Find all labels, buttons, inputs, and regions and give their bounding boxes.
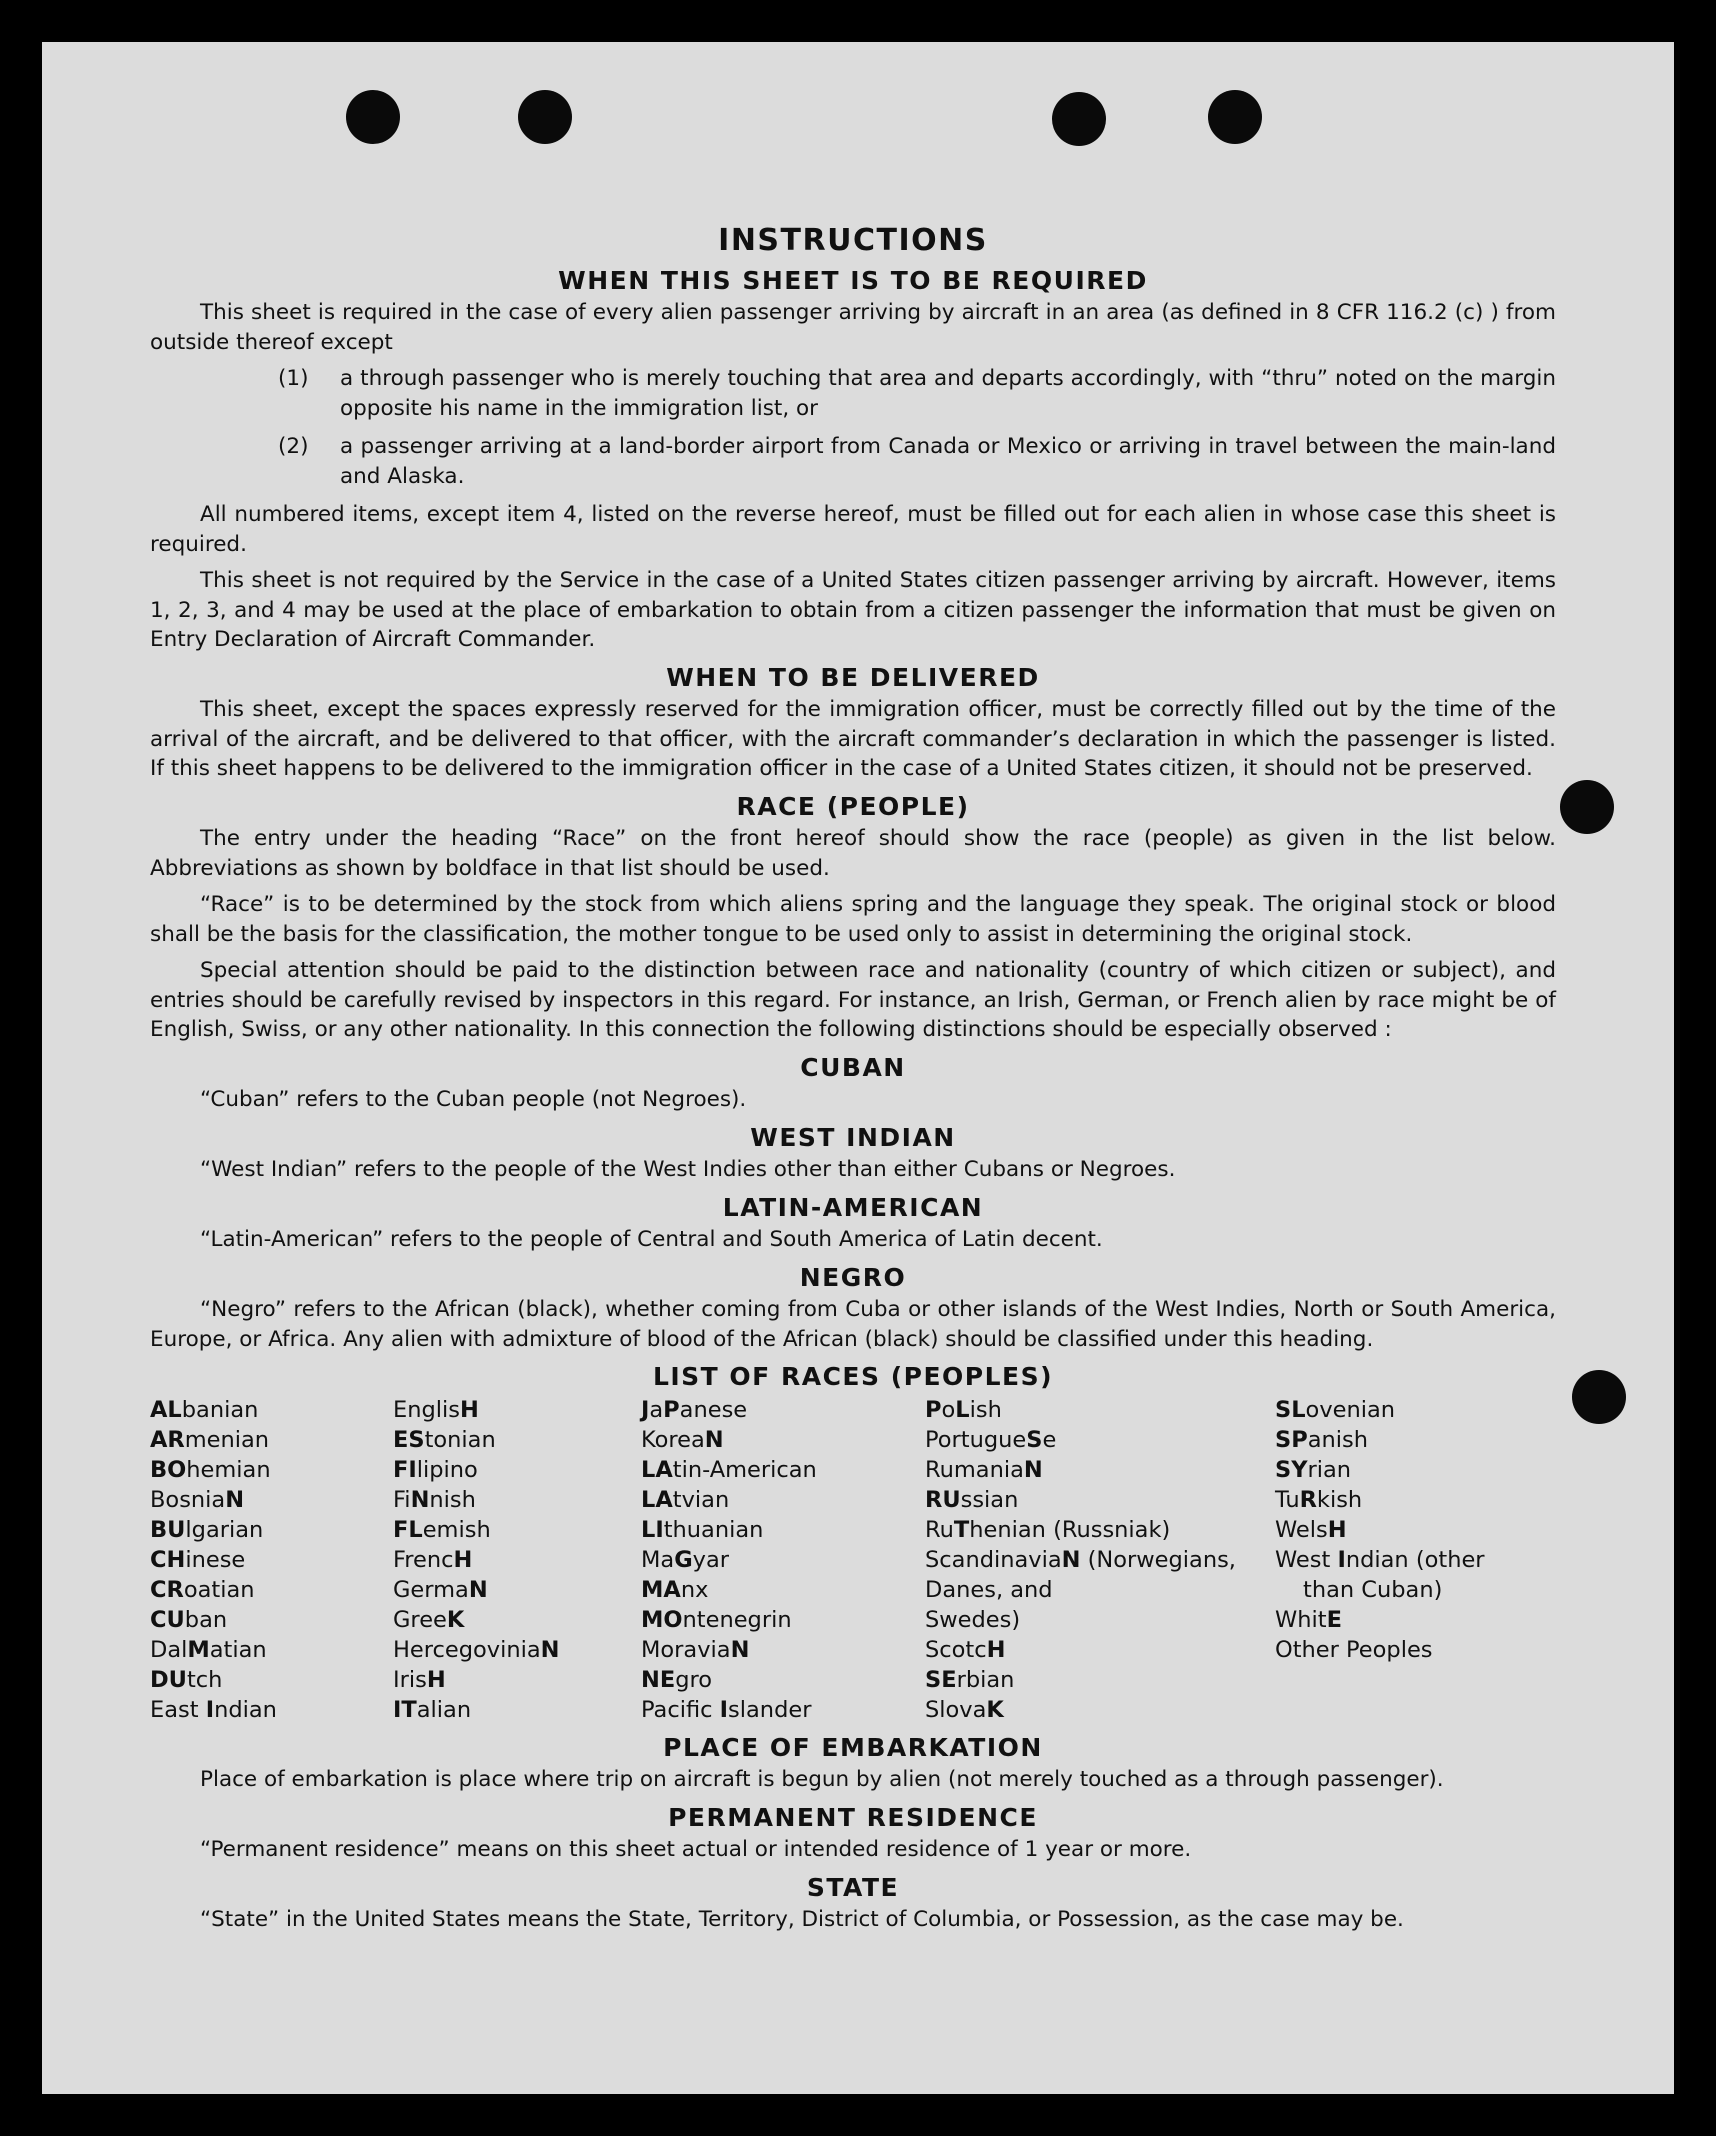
exception-text: a through passenger who is merely touching that area and departs accordingly, with “thru” noted on the margin opposite his name in the immigration list, or: [340, 366, 1556, 421]
required-intro: This sheet is required in the case of every alien passenger arriving by aircraft in an area (as defined in 8 CFR 116.2 (c) ) from outside thereof except: [150, 300, 1556, 355]
race-entry: RuThenian (Russniak): [925, 1516, 1171, 1543]
race-entry: DalMatian: [150, 1636, 267, 1663]
embarkation-definition: Place of embarkation is place where trip on aircraft is begun by alien (not merely touched as a through passenger).: [200, 1767, 1444, 1792]
section-heading-embarkation: PLACE OF EMBARKATION: [663, 1732, 1043, 1762]
residence-definition: “Permanent residence” means on this sheet actual or intended residence of 1 year or more.: [200, 1837, 1192, 1862]
race-entry: Swedes): [925, 1606, 1021, 1633]
numbered-items-note: All numbered items, except item 4, listed on the reverse hereof, must be filled out for each alien in whose case this sheet is required.: [150, 502, 1556, 557]
citizen-note: This sheet is not required by the Service in the case of a United States citizen passenger arriving by aircraft. However, items 1, 2, 3, and 4 may be used at the place of embarkation to obtain from a citizen passenger the information that must be given on Entry Declaration of Aircraft Commander.: [150, 568, 1556, 652]
race-entry: BosniaN: [150, 1486, 245, 1513]
section-heading-when-delivered: WHEN TO BE DELIVERED: [666, 662, 1040, 692]
race-entry: Danes, and: [925, 1576, 1053, 1603]
race-column: [925, 1395, 1275, 1725]
race-entry: MOntenegrin: [641, 1606, 792, 1633]
race-entry: Other Peoples: [1275, 1636, 1433, 1663]
race-entry: LAtvian: [641, 1486, 730, 1513]
race-entry: SLovenian: [1275, 1396, 1396, 1423]
race-entry: KoreaN: [641, 1426, 724, 1453]
page-title: INSTRUCTIONS: [718, 223, 988, 258]
race-entry: RumaniaN: [925, 1456, 1043, 1483]
race-paragraph-2: “Race” is to be determined by the stock from which aliens spring and the language they speak. The original stock or blood shall be the basis for the classification, the mother tongue to be used only to assist in determining the original stock.: [150, 892, 1556, 947]
race-entry: MaGyar: [641, 1546, 730, 1573]
race-entry: CHinese: [150, 1546, 246, 1573]
race-column: [393, 1395, 641, 1725]
punch-hole: [1572, 1370, 1626, 1424]
section-heading-latin-american: LATIN-AMERICAN: [722, 1192, 984, 1222]
race-entry: MoraviaN: [641, 1636, 750, 1663]
race-entry: EStonian: [393, 1426, 496, 1453]
race-entry: Pacific Islander: [641, 1696, 812, 1723]
race-entry: DUtch: [150, 1666, 223, 1693]
race-entry: ScotcH: [925, 1636, 1006, 1663]
race-entry: FiNnish: [393, 1486, 476, 1513]
exception-item: [278, 364, 1556, 423]
race-entry: FIlipino: [393, 1456, 478, 1483]
race-entry: than Cuban): [1303, 1576, 1443, 1603]
punch-hole: [1560, 780, 1614, 834]
race-entry: PortugueSe: [925, 1426, 1057, 1453]
race-entry: NEgro: [641, 1666, 713, 1693]
race-entry: East Indian: [150, 1696, 277, 1723]
race-entry: PoLish: [925, 1396, 1002, 1423]
section-heading-cuban: CUBAN: [800, 1052, 906, 1082]
race-entry: West Indian (other: [1275, 1546, 1485, 1573]
cuban-definition: “Cuban” refers to the Cuban people (not Negroes).: [200, 1087, 747, 1112]
exception-number: (1): [278, 366, 309, 391]
section-heading-race: RACE (PEOPLE): [736, 791, 970, 821]
state-definition: “State” in the United States means the State, Territory, District of Columbia, or Possession, as the case may be.: [200, 1907, 1404, 1932]
delivery-paragraph: This sheet, except the spaces expressly reserved for the immigration officer, must be correctly filled out by the time of the arrival of the aircraft, and be delivered to that officer, with the aircraft commander’s declaration in which the passenger is listed. If this sheet happens to be delivered to the immigration officer in the case of a United States citizen, it should not be preserved.: [150, 697, 1556, 781]
race-entry: ALbanian: [150, 1396, 259, 1423]
race-list: [150, 1395, 1556, 1725]
race-entry: LAtin-American: [641, 1456, 817, 1483]
race-entry: RUssian: [925, 1486, 1019, 1513]
latin-american-definition: “Latin-American” refers to the people of Central and South America of Latin decent.: [200, 1227, 1103, 1252]
race-column: [1275, 1395, 1556, 1725]
race-entry: TuRkish: [1275, 1486, 1363, 1513]
race-entry: SlovaK: [925, 1696, 1004, 1723]
exception-number: (2): [278, 434, 309, 459]
punch-hole: [518, 90, 572, 144]
race-entry: GermaN: [393, 1576, 488, 1603]
race-entry: SErbian: [925, 1666, 1015, 1693]
race-entry: SYrian: [1275, 1456, 1352, 1483]
race-column: [150, 1395, 393, 1725]
race-entry: GreeK: [393, 1606, 465, 1633]
race-entry: WelsH: [1275, 1516, 1347, 1543]
section-heading-negro: NEGRO: [799, 1262, 907, 1292]
section-heading-when-required: WHEN THIS SHEET IS TO BE REQUIRED: [558, 265, 1148, 295]
race-entry: BOhemian: [150, 1456, 271, 1483]
race-entry: SPanish: [1275, 1426, 1368, 1453]
race-entry: ITalian: [393, 1696, 472, 1723]
race-entry: JaPanese: [641, 1396, 748, 1423]
race-paragraph-1: The entry under the heading “Race” on the front hereof should show the race (people) as given in the list below. Abbreviations as shown by boldface in that list should be used.: [150, 826, 1556, 881]
west-indian-definition: “West Indian” refers to the people of the West Indies other than either Cubans or Negroes.: [200, 1157, 1176, 1182]
race-entry: MAnx: [641, 1576, 709, 1603]
race-entry: CRoatian: [150, 1576, 255, 1603]
race-paragraph-3: Special attention should be paid to the distinction between race and nationality (country of which citizen or subject), and entries should be carefully revised by inspectors in this regard. For instance, an Irish, German, or French alien by race might be of English, Swiss, or any other nationality. In this connection the following distinctions should be especially observed :: [150, 958, 1556, 1042]
race-list-heading: LIST OF RACES (PEOPLES): [652, 1362, 1054, 1391]
exception-text: a passenger arriving at a land-border airport from Canada or Mexico or arriving in travel between the main-land and Alaska.: [340, 434, 1556, 489]
race-entry: IrisH: [393, 1666, 446, 1693]
section-heading-residence: PERMANENT RESIDENCE: [668, 1802, 1038, 1832]
race-entry: FrencH: [393, 1546, 473, 1573]
race-entry: ARmenian: [150, 1426, 270, 1453]
race-entry: LIthuanian: [641, 1516, 764, 1543]
instructions-body: [150, 182, 1556, 1942]
punch-hole: [346, 90, 400, 144]
race-column: [641, 1395, 925, 1725]
race-entry: FLemish: [393, 1516, 491, 1543]
race-entry: EnglisH: [393, 1396, 479, 1423]
punch-hole: [1208, 90, 1262, 144]
punch-hole: [1052, 92, 1106, 146]
exception-item: [278, 432, 1556, 491]
race-entry: HercegoviniaN: [393, 1636, 560, 1663]
race-entry: BUlgarian: [150, 1516, 264, 1543]
race-entry: CUban: [150, 1606, 228, 1633]
negro-definition: “Negro” refers to the African (black), whether coming from Cuba or other islands of the West Indies, North or South America, Europe, or Africa. Any alien with admixture of blood of the African (black) should be classified under this heading.: [150, 1297, 1556, 1352]
section-heading-west-indian: WEST INDIAN: [750, 1122, 956, 1152]
race-entry: WhitE: [1275, 1606, 1342, 1633]
instruction-sheet: [42, 42, 1674, 2094]
race-entry: ScandinaviaN (Norwegians,: [925, 1546, 1236, 1573]
section-heading-state: STATE: [806, 1872, 900, 1902]
